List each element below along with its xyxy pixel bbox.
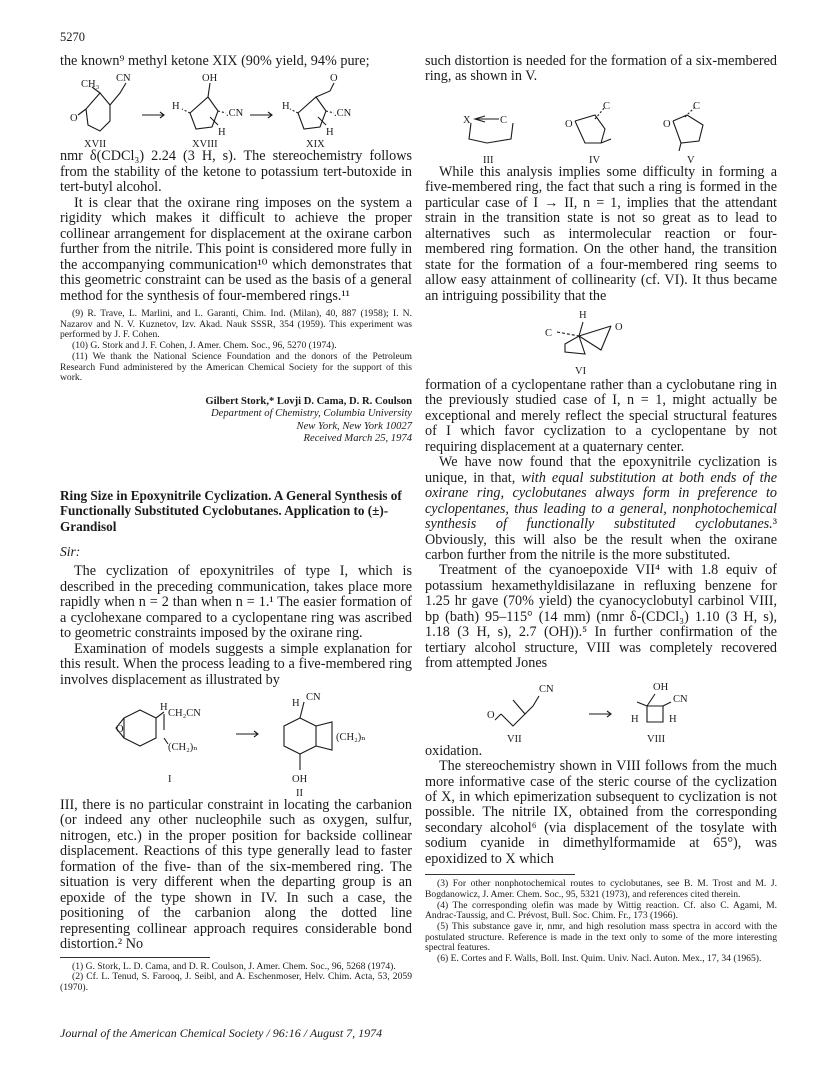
atom-label: C (693, 100, 701, 112)
atom-label: H (669, 713, 677, 725)
atom-label: C (603, 100, 611, 112)
compound-label: XIX (306, 139, 325, 150)
atom-label: H (282, 101, 290, 113)
atom-label: O (70, 113, 78, 125)
atom-label: H (218, 127, 226, 139)
atom-label: C (545, 327, 553, 339)
compound-label: VIII (647, 733, 666, 744)
atom-label: O (487, 709, 495, 721)
atom-label: O (663, 118, 671, 130)
paragraph: While this analysis implies some difficulty in forming a five-membered ring, the fact that such a ring is formed in the particular case of I → II, n = 1, implies that the attendant strain in the transition state is not so great as to lead to alternatives such as intermolecular reaction or four-membered ring formation. On the other hand, the transition state for the formation of a four-membered ring seems to allow easy attainment of collinearity (cf. VI). It thus became an intriguing possibility that the (425, 163, 777, 304)
footnote: (5) This substance gave ir, nmr, and high resolution mass spectra in accord with the postulated structure. Reference is made in the text only to some of the more interesting spectral features. (425, 921, 777, 954)
footnote-rule (60, 957, 210, 958)
page-number: 5270 (60, 30, 85, 44)
atom-label: (CH₂)ₙ (168, 742, 198, 754)
compound-label: VI (575, 365, 587, 377)
paragraph: The stereochemistry shown in VIII follows from the much more informative case of the steric course of the cyclization of X, in which epimerization subsequent to cyclization is not possible. The nitrile IX, obtained from the corresponding secondary alcohol⁶ (via displacement of the tosylate with sodium cyanide in dimethylformamide at 65°), was epoxidized to X which (425, 758, 777, 867)
atom-label: O (615, 321, 623, 333)
atom-label: C (500, 114, 508, 126)
emphasis-text: with equal substitution at both ends of the oxirane ring, cyclobutanes always form in preference to cyclopentanes, thus leading to a general, nonphotochemical synthesis of functionally substituted cyclobutanes. (425, 469, 777, 533)
atom-label: CH₃ (81, 79, 100, 91)
article-title: Ring Size in Epoxynitrile Cyclization. A General Synthesis of Functionally Substituted Cyclobutanes. Application to (±)-Grandisol (60, 487, 402, 534)
paragraph: formation of a cyclopentane rather than a cyclobutane ring in the previously studied case of I, n = 1, might actually be exceptional and merely reflect the special structural features of I which favor cyclization to a cyclopentane by not requiring displacement at a quaternary center. (425, 376, 777, 455)
compound-label: XVII (84, 139, 107, 150)
salutation: Sir: (60, 544, 81, 560)
paragraph: Examination of models suggests a simple explanation for this result. When the process leading to a five-membered ring involves displacement as illustrated by (60, 640, 412, 688)
footnote: (2) Cf. L. Tenud, S. Farooq, J. Seibl, and A. Eschenmoser, Helv. Chim. Acta, 53, 2059 (1970). (60, 971, 412, 993)
atom-label: X (463, 114, 471, 126)
atom-label: H (326, 127, 334, 139)
journal-footer: Journal of the American Chemical Society / 96:16 / August 7, 1974 (60, 1026, 383, 1040)
atom-label: (CH₂)ₙ (336, 732, 366, 744)
scheme-iii-v (425, 85, 777, 165)
scheme-xvii-xix-structures (60, 69, 412, 149)
footnote: (1) G. Stork, L. D. Cama, and D. R. Coulson, J. Amer. Chem. Soc., 96, 5268 (1974). (72, 960, 396, 972)
compound-label: VII (507, 733, 522, 744)
scheme-xvii-xix (60, 69, 412, 149)
compound-label: III (483, 154, 494, 165)
compound-label: XVIII (192, 139, 218, 150)
affiliation: Department of Chemistry, Columbia University (211, 408, 412, 420)
paragraph: the known⁹ methyl ketone XIX (90% yield, 94% pure; (60, 53, 370, 69)
scheme-vii-viii (425, 672, 777, 744)
atom-label: H (160, 702, 168, 714)
footnote: (9) R. Trave, L. Marlini, and L. Garanti, Chim. Ind. (Milan), 40, 887 (1958); I. N. Nazarov and N. V. Kuznetov, Izv. Akad. Nauk SSSR, 354 (1959). This experiment was performed by J. F. Cohen. (60, 307, 412, 341)
atom-label: OH (653, 681, 669, 693)
atom-label: .CN (334, 108, 352, 120)
atom-label: CN (673, 693, 688, 705)
paragraph: It is clear that the oxirane ring imposes on the system a rigidity which makes it difficult to achieve the proper collinear arrangement for displacement at the oxirane carbon further from the nitrile. This point is considered more fully in the accompanying communication¹⁰ which demonstrates that this geometric constraint can be used as the basis of a general method for the synthesis of four-membered rings.¹¹ (60, 194, 412, 304)
footnote: (11) We thank the National Science Foundation and the donors of the Petroleum Research Fund administered by the American Chemical Society for the support of this work. (60, 350, 412, 384)
atom-label: CN (539, 683, 554, 695)
footnote: (6) E. Cortes and F. Walls, Boll. Inst. Quim. Univ. Nacl. Auton. Mex., 17, 34 (1965). (437, 953, 762, 965)
paragraph: III, there is no particular constraint in locating the carbanion (or indeed any other nucleophile such as oxygen, sulfur, nitrogen, etc.) in the proper position for backside collinear displacement. Reactions of this type generally lead to faster formation of the five- than of the six-membered ring. The situation is very different when the departing group is an epoxide of the type shown in IV. In such a case, the positioning of the carbanion along the dotted line representing collinear approach requires considerable bond distortion.² No (60, 797, 412, 953)
atom-label: O (565, 118, 573, 130)
scheme-iii-v-structures (425, 85, 777, 165)
right-column (425, 54, 777, 965)
text-run: ³ Obviously, this will also be the result when the oxirane carbon further from the nitrile is the more substituted. (425, 516, 777, 563)
scheme-i-ii-structures (60, 688, 412, 798)
footnote-rule (425, 874, 575, 875)
scheme-vi-structure (425, 304, 777, 378)
scheme-vi (425, 304, 777, 378)
atom-label: CN (116, 73, 131, 85)
atom-label: H (631, 713, 639, 725)
atom-label: OH (292, 774, 308, 786)
received-date: Received March 25, 1974 (303, 433, 412, 445)
compound-label: IV (589, 154, 601, 165)
paragraph: oxidation. (425, 742, 483, 759)
atom-label: OH (202, 73, 218, 85)
footnote: (3) For other nonphotochemical routes to cyclobutanes, see B. M. Trost and M. J. Bogdanowicz, J. Amer. Chem. Soc., 95, 5321 (1973), and references cited therein. (425, 878, 777, 900)
scheme-vii-viii-structures (425, 672, 777, 744)
atom-label: O (330, 73, 338, 85)
paragraph: such distortion is needed for the formation of a six-membered ring, as shown in V. (425, 53, 777, 85)
paragraph: Treatment of the cyanoepoxide VII⁴ with 1.8 equiv of potassium hexamethyldisilazane in refluxing benzene for 1.25 hr gave (70% yield) the cyanocyclobutyl carbinol VIII, bp (bath) 95–115° (14 mm) (nmr δ-(CDCl₃) 1.10 (3 H, s), 1.18 (3 H, s), 2.7 (OH)).⁵ In further confirmation of the tertiary alcohol structure, VIII was completely recovered from attempted Jones (425, 562, 777, 672)
atom-label: O (116, 724, 124, 736)
author-list: Gilbert Stork,* Lovji D. Cama, D. R. Coulson (205, 395, 412, 407)
footnote: (4) The corresponding olefin was made by Wittig reaction. Cf. also C. Agami, M. Andrac-Taussig, and C. Prévost, Bull. Soc. Chim. Fr., 173 (1966). (425, 899, 777, 922)
paragraph: The cyclization of epoxynitriles of type I, which is described in the preceding communication, takes place more rapidly when n = 2 than when n = 1.¹ The easier formation of a cyclohexane compared to a cyclopentane ring was ascribed to geometric constraints imposed by the oxirane ring. (60, 563, 412, 642)
atom-label: CH₂CN (168, 708, 201, 720)
text-run: We have now found that the epoxynitrile cyclization is unique, in that, (425, 454, 777, 486)
affiliation: New York, New York 10027 (296, 420, 412, 432)
compound-label: I (168, 774, 172, 786)
scheme-i-ii (60, 688, 412, 798)
atom-label: H (172, 101, 180, 113)
paragraph: nmr δ(CDCl₃) 2.24 (3 H, s). The stereochemistry follows from the stability of the ketone to potassium tert-butoxide in tert-butyl alcohol. (60, 148, 412, 196)
left-column (60, 54, 412, 994)
compound-label: II (296, 788, 303, 799)
paragraph (425, 455, 777, 563)
atom-label: H (292, 698, 300, 710)
atom-label: CN (306, 692, 321, 704)
atom-label: H (579, 309, 587, 321)
footnote: (10) G. Stork and J. F. Cohen, J. Amer. Chem. Soc., 96, 5270 (1974). (72, 340, 337, 352)
compound-label: V (687, 154, 695, 165)
atom-label: .CN (226, 108, 244, 120)
